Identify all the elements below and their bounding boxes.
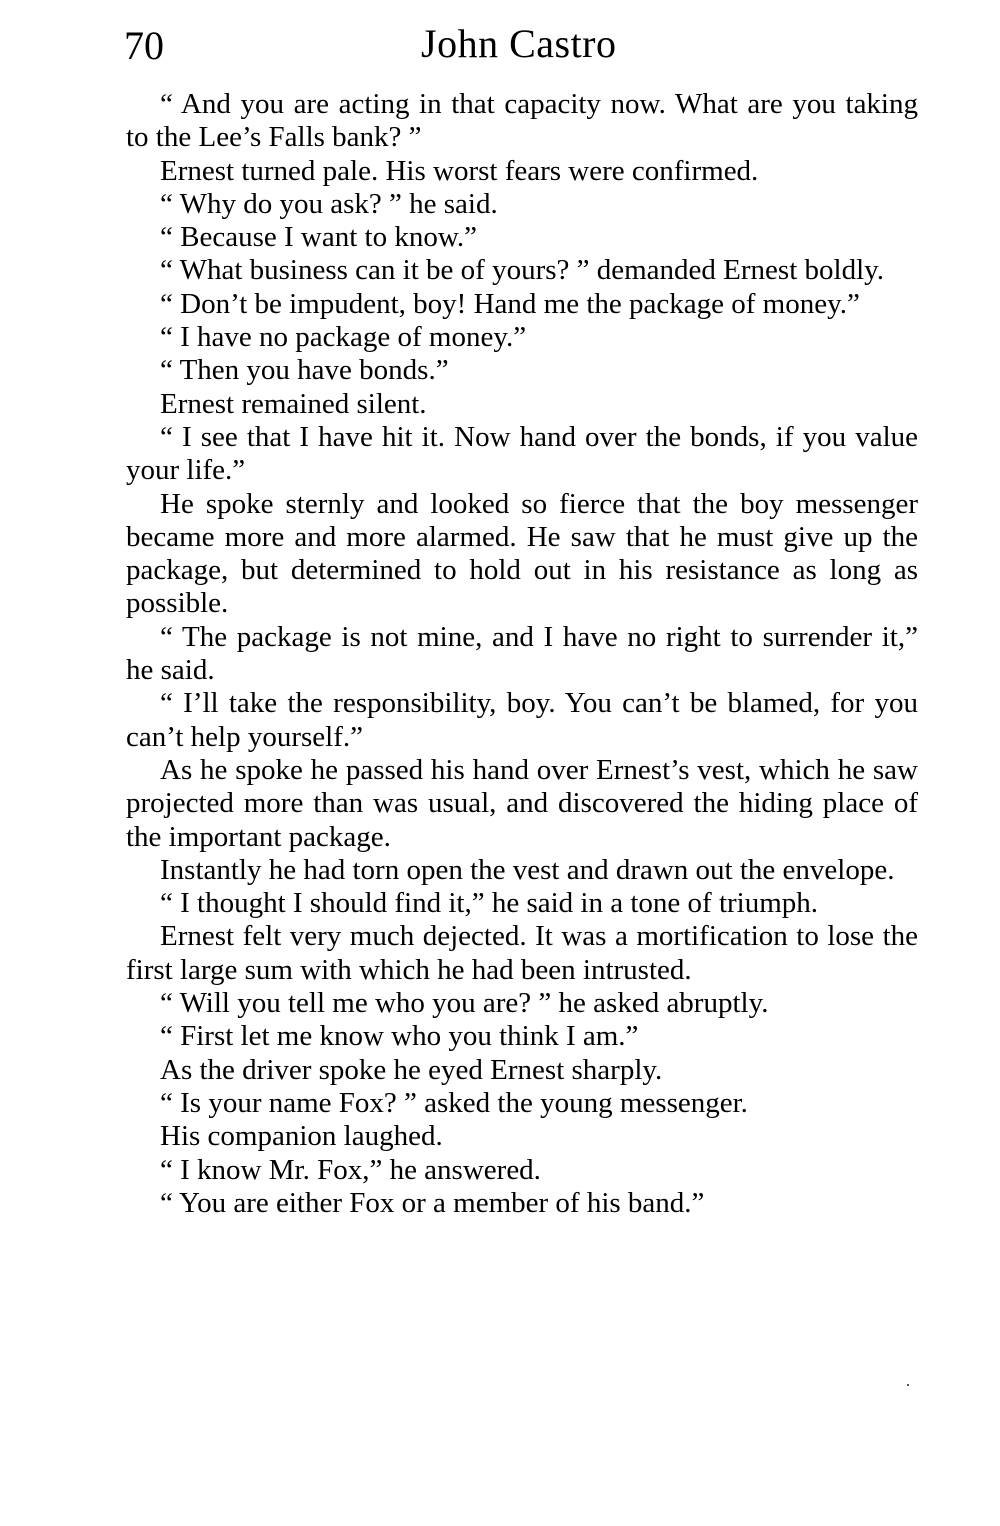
paragraph: “ Why do you ask? ” he said. [160,187,498,220]
paragraph: “ I thought I should find it,” he said in a tone of triumph. [160,887,819,920]
running-head: John Castro [421,21,617,66]
paragraph: Ernest remained silent. [160,387,427,420]
paragraph: “ I have no package of money.” [160,321,527,354]
paragraph: “ The package is not mine, and I have no right to surrender it,” he said. [126,620,918,687]
print-speck [907,1384,909,1386]
paragraph: Instantly he had torn open the vest and drawn out the envelope. [160,853,895,886]
paragraph: “ You are either Fox or a member of his band.” [160,1186,705,1219]
paragraph: “ Then you have bonds.” [160,354,449,387]
page-number: 70 [124,23,164,68]
paragraph: As he spoke he passed his hand over Ernest’s vest, which he saw projected more than was usual, and discovered the hiding place of the important package. [126,753,918,853]
paragraph: “ I’ll take the responsibility, boy. You can’t be blamed, for you can’t help yourself.” [126,687,918,753]
body-text [126,88,918,1220]
paragraph: Ernest felt very much dejected. It was a mortification to lose the first large sum with which he had been intrusted. [126,920,918,986]
paragraph: “ Don’t be impudent, boy! Hand me the package of money.” [160,287,860,320]
paragraph: “ Because I want to know.” [160,221,478,254]
paragraph: As the driver spoke he eyed Ernest sharply. [160,1053,663,1086]
paragraph: “ Will you tell me who you are? ” he asked abruptly. [160,987,769,1020]
paragraph: “ I know Mr. Fox,” he answered. [160,1153,541,1186]
paragraph: “ What business can it be of yours? ” demanded Ernest boldly. [160,254,884,287]
paragraph: “ First let me know who you think I am.” [160,1020,639,1053]
paragraph: He spoke sternly and looked so fierce that the boy messenger became more and more alarmed. He saw that he must give up the package, but determined to hold out in his resistance as long as possible. [126,487,918,620]
paragraph: Ernest turned pale. His worst fears were confirmed. [160,154,759,187]
paragraph: “ I see that I have hit it. Now hand over the bonds, if you value your life.” [126,420,918,487]
paragraph: “ And you are acting in that capacity now. What are you taking to the Lee’s Falls bank? ” [126,88,918,154]
paragraph: His companion laughed. [160,1120,443,1153]
paragraph: “ Is your name Fox? ” asked the young messenger. [160,1086,748,1119]
